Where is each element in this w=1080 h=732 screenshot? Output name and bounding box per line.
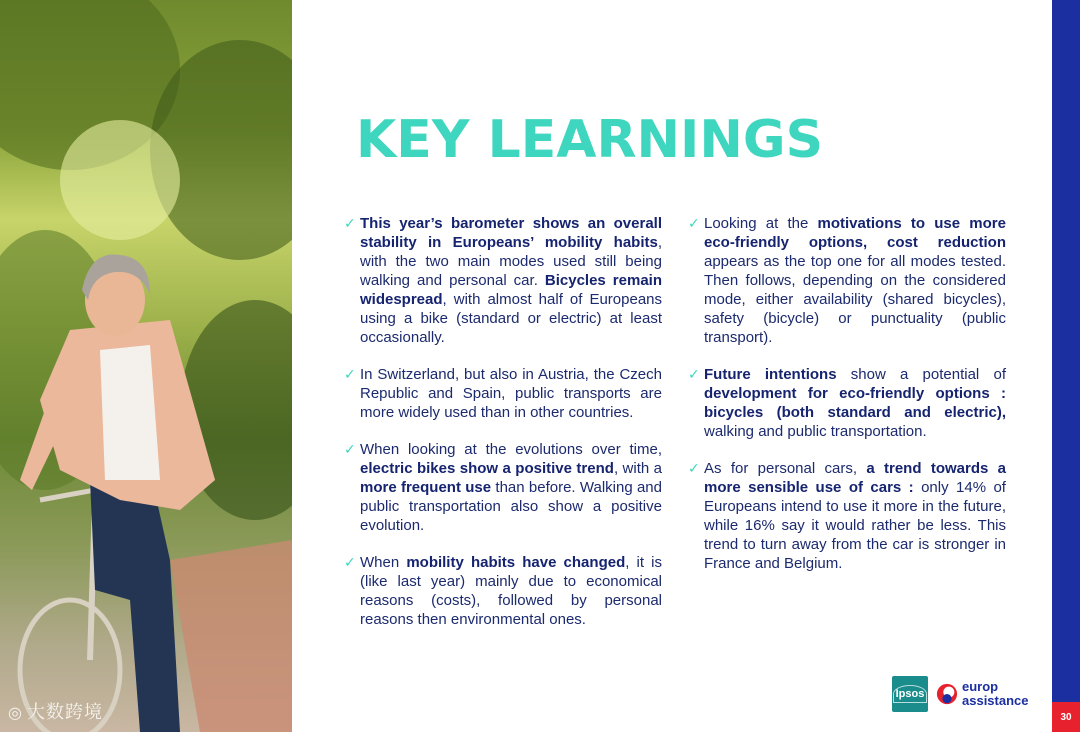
europ-assistance-mark-icon [936, 683, 958, 705]
watermark-logo-icon: ◎ [8, 703, 23, 722]
bold-text: Bicycles remain widespread [360, 272, 662, 308]
assistance-text: assistance [962, 693, 1029, 708]
checkmark-icon: ✓ [344, 215, 356, 231]
body-text: show a potential of [836, 366, 1006, 383]
bold-text: more frequent use [360, 479, 492, 496]
learning-item [342, 214, 662, 347]
learning-item [686, 365, 1006, 441]
left-column [342, 214, 662, 647]
bold-text: electric bikes show a positive trend [360, 460, 614, 477]
learning-item [342, 440, 662, 535]
brand-side-bar [1052, 0, 1080, 732]
page-title: KEY LEARNINGS [356, 110, 824, 170]
bold-text: motivations to use more eco-friendly options, cost reduction [704, 215, 1006, 251]
europ-assistance-logo [936, 680, 1029, 708]
bold-text: a trend towards a more sensible use of cars : [704, 460, 1006, 496]
body-text: appears as the top one for all modes tested. Then follows, depending on the considered mode, either availability (shared bicycles), safety (bicycle) or punctuality (public transport). [704, 253, 1006, 346]
learning-item [686, 459, 1006, 573]
body-text: When [360, 554, 407, 571]
bold-text: This year’s barometer shows an overall stability in Europeans’ mobility habits [360, 215, 662, 251]
bold-text: development for eco-friendly options : bicycles (both standard and electric), [704, 385, 1006, 421]
bold-text: mobility habits have changed [406, 554, 626, 571]
body-text: walking and public transportation. [704, 423, 927, 440]
watermark: ◎ 大数跨境 [8, 702, 103, 723]
learning-item [342, 365, 662, 422]
body-text: , it is (like last year) mainly due to economical reasons (costs), followed by personal reasons then environmental ones. [360, 554, 662, 628]
learning-item [342, 553, 662, 629]
checkmark-icon: ✓ [344, 554, 356, 570]
learning-item [686, 214, 1006, 347]
europ-text: europ [962, 679, 999, 694]
body-text: As for personal cars, [704, 460, 867, 477]
body-text: When looking at the evolutions over time, [360, 441, 662, 458]
checkmark-icon: ✓ [688, 366, 700, 382]
body-text: , with the two main modes used still being walking and personal car. [360, 234, 662, 289]
cyclist-illustration [0, 0, 292, 732]
body-text: only 14% of Europeans intend to use it more in the future, while 16% say it would rather be less. This trend to turn away from the car is stronger in France and Belgium. [704, 479, 1006, 572]
footer-logos [892, 676, 1029, 712]
checkmark-icon: ✓ [688, 460, 700, 476]
checkmark-icon: ✓ [688, 215, 700, 231]
bold-text: Future intentions [704, 366, 837, 383]
body-text: than before. Walking and public transportation also show a positive evolution. [360, 479, 662, 534]
page-number: 30 [1052, 702, 1080, 732]
body-text: Looking at the [704, 215, 818, 232]
cyclist-photo [0, 0, 292, 732]
body-text: , with almost half of Europeans using a bike (standard or electric) at least occasionally. [360, 291, 662, 346]
right-column [686, 214, 1006, 591]
body-text: , with a [613, 460, 662, 477]
checkmark-icon: ✓ [344, 441, 356, 457]
checkmark-icon: ✓ [344, 366, 356, 382]
body-text: In Switzerland, but also in Austria, the Czech Republic and Spain, public transports are more widely used than in other countries. [360, 366, 662, 421]
ipsos-logo: Ipsos [892, 676, 928, 712]
